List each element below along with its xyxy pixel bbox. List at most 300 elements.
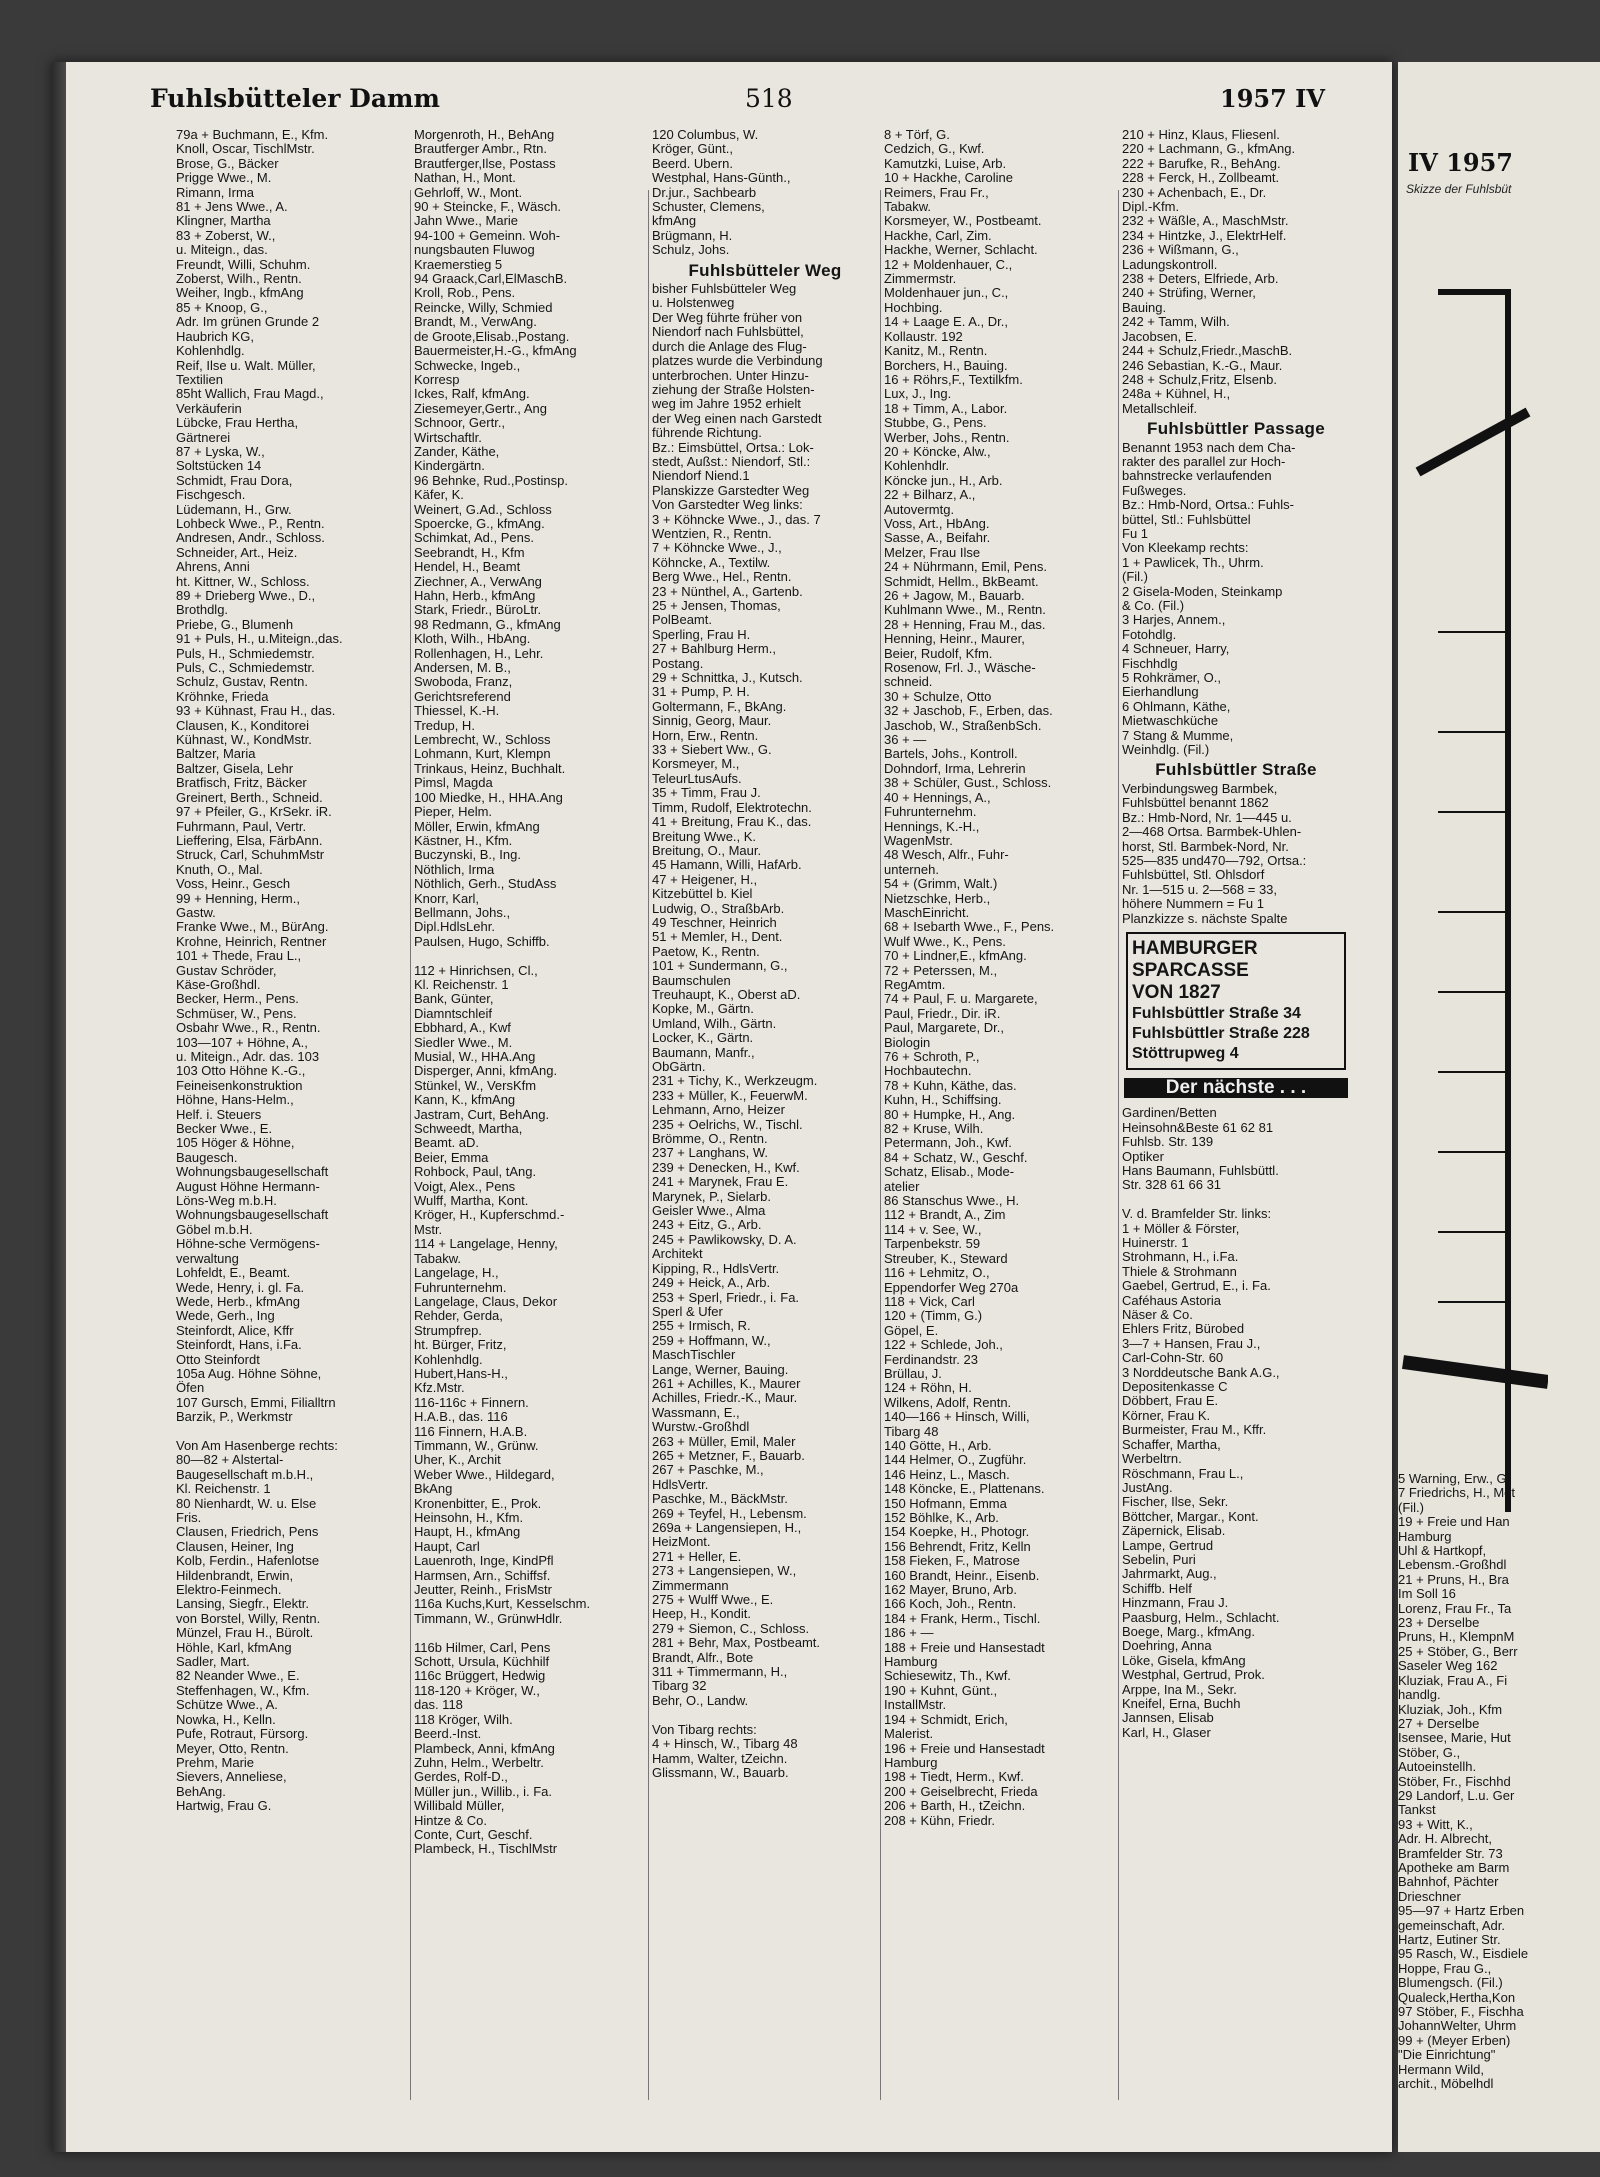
column-4-lines bbox=[884, 128, 1116, 1828]
directory-entry: Ludwig, O., StraßbArb. bbox=[652, 901, 785, 916]
section-title-strasse: Fuhlsbüttler Straße bbox=[1155, 760, 1317, 780]
directory-entry: Kfz.Mstr. bbox=[414, 1381, 465, 1396]
directory-entry: 259 + Hoffmann, W., bbox=[652, 1333, 771, 1348]
directory-entry: Bauermeister,H.-G., kfmAng bbox=[414, 344, 577, 359]
directory-entry: Göbel m.b.H. bbox=[176, 1222, 253, 1237]
directory-entry: 233 + Müller, K., FeuerwM. bbox=[652, 1088, 808, 1103]
directory-entry: Röschmann, Frau L., bbox=[1122, 1466, 1244, 1481]
directory-entry: 275 + Wulff Wwe., E. bbox=[652, 1593, 774, 1608]
directory-entry: Paasburg, Helm., Schlacht. bbox=[1122, 1610, 1280, 1625]
directory-entry: Tabakw. bbox=[884, 200, 931, 215]
directory-entry: Nowka, H., Kelln. bbox=[176, 1712, 276, 1727]
directory-entry: Pruns, H., KlempnM bbox=[1398, 1629, 1515, 1645]
directory-entry: Jahn Wwe., Marie bbox=[414, 214, 519, 229]
directory-entry: Brüllau, J. bbox=[884, 1366, 942, 1381]
directory-entry: Plambeck, H., TischlMstr bbox=[414, 1842, 558, 1857]
column-5-passage bbox=[1122, 441, 1350, 758]
directory-entry: Stöber, G., bbox=[1398, 1744, 1461, 1760]
directory-entry: Kluziak, Joh., Kfm bbox=[1398, 1701, 1503, 1717]
directory-entry: Architekt bbox=[652, 1247, 703, 1262]
directory-entry: Möller, Erwin, kfmAng bbox=[414, 819, 540, 834]
directory-entry: 112 + Brandt, A., Zim bbox=[884, 1208, 1006, 1223]
directory-entry: Planzkizze s. nächste Spalte bbox=[1122, 911, 1288, 926]
directory-entry: Wilkens, Adolf, Rentn. bbox=[884, 1395, 1012, 1410]
directory-entry: 186 + — bbox=[884, 1626, 934, 1641]
directory-entry: 248 + Schulz,Fritz, Elsenb. bbox=[1122, 372, 1277, 387]
directory-entry: Hahn, Herb., kfmAng bbox=[414, 589, 536, 603]
directory-entry: gemeinschaft, Adr. bbox=[1398, 1917, 1505, 1933]
directory-entry: Wassmann, E., bbox=[652, 1405, 740, 1420]
directory-entry: 273 + Langensiepen, W., bbox=[652, 1564, 797, 1579]
directory-entry: Blumengsch. (Fil.) bbox=[1398, 1975, 1503, 1991]
directory-entry: 99 + Henning, Herm., bbox=[176, 891, 300, 906]
directory-entry: 208 + Kühn, Friedr. bbox=[884, 1813, 995, 1828]
directory-entry: 81 + Jens Wwe., A. bbox=[176, 200, 288, 215]
directory-entry: Rollenhagen, H., Lehr. bbox=[414, 646, 544, 661]
directory-entry: TeleurLtusAufs. bbox=[652, 771, 742, 786]
directory-entry: Schweedt, Martha, bbox=[414, 1122, 523, 1137]
directory-entry: 184 + Frank, Herm., Tischl. bbox=[884, 1611, 1041, 1626]
column-rule bbox=[1118, 190, 1119, 2100]
directory-entry: Fotohdlg. bbox=[1122, 627, 1177, 642]
directory-entry: V. d. Bramfelder Str. links: bbox=[1122, 1207, 1272, 1222]
column-5-ads bbox=[1122, 1106, 1350, 1192]
directory-entry: 160 Brandt, Heinr., Eisenb. bbox=[884, 1568, 1040, 1583]
directory-entry: Fuhlsbüttel, Stl. Ohlsdorf bbox=[1122, 868, 1265, 883]
directory-entry: 230 + Achenbach, E., Dr. bbox=[1122, 185, 1267, 200]
directory-entry: 228 + Ferck, H., Zollbeamt. bbox=[1122, 171, 1280, 186]
directory-entry: Zoberst, Wilh., Rentn. bbox=[176, 272, 302, 287]
directory-entry: Paul, Friedr., Dir. iR. bbox=[884, 1006, 1001, 1021]
directory-entry: Baugesellschaft m.b.H., bbox=[176, 1467, 314, 1482]
directory-entry: Bellmann, Johs., bbox=[414, 905, 511, 920]
directory-entry: Autoeinstellh. bbox=[1398, 1759, 1477, 1775]
directory-entry: Fuhrmann, Paul, Vertr. bbox=[176, 819, 307, 834]
directory-entry: HdlsVertr. bbox=[652, 1477, 709, 1492]
directory-entry: Isensee, Marie, Hut bbox=[1398, 1730, 1511, 1746]
directory-entry: Westphal, Gertrud, Prok. bbox=[1122, 1668, 1265, 1683]
directory-entry: Marynek, P., Sielarb. bbox=[652, 1189, 771, 1204]
directory-entry: ht. Bürger, Fritz, bbox=[414, 1338, 507, 1353]
directory-entry: Hochbautechn. bbox=[884, 1064, 972, 1079]
directory-entry: führende Richtung. bbox=[652, 426, 762, 441]
directory-entry: Jastram, Curt, BehAng. bbox=[414, 1107, 550, 1122]
directory-entry: archit., Möbelhdl bbox=[1398, 2076, 1494, 2092]
directory-entry: Thiele & Strohmann bbox=[1122, 1264, 1237, 1279]
sparcasse-advertisement bbox=[1126, 932, 1346, 1070]
directory-entry: Böttcher, Margar., Kont. bbox=[1122, 1509, 1259, 1524]
directory-entry: Bratfisch, Fritz, Bäcker bbox=[176, 776, 307, 791]
directory-entry: Stünkel, W., VersKfm bbox=[414, 1078, 537, 1093]
directory-entry: Klingner, Martha bbox=[176, 214, 271, 229]
directory-entry: 190 + Kuhnt, Günt., bbox=[884, 1683, 998, 1698]
page-number: 518 bbox=[745, 84, 793, 113]
directory-entry: Clausen, K., Konditorei bbox=[176, 718, 309, 733]
directory-entry: unterneh. bbox=[884, 862, 939, 877]
directory-entry: Rohbock, Paul, tAng. bbox=[414, 1165, 537, 1180]
directory-entry: 255 + Irmisch, R. bbox=[652, 1319, 751, 1334]
directory-entry: 70 + Lindner,E., kfmAng. bbox=[884, 949, 1027, 964]
directory-entry: 269 + Teyfel, H., Lebensm. bbox=[652, 1506, 807, 1521]
column-1-lines bbox=[176, 128, 408, 1814]
directory-entry: Höhne-sche Vermögens- bbox=[176, 1237, 320, 1252]
directory-entry: 150 Hofmann, Emma bbox=[884, 1496, 1007, 1511]
directory-entry: Kohlenhdlr. bbox=[884, 459, 950, 474]
directory-entry: 246 Sebastian, K.-G., Maur. bbox=[1122, 358, 1283, 373]
directory-entry: Geisler Wwe., Alma bbox=[652, 1204, 766, 1219]
directory-entry: 48 Wesch, Alfr., Fuhr- bbox=[884, 848, 1009, 863]
directory-entry: Jeutter, Reinh., FrisMstr bbox=[414, 1583, 552, 1598]
directory-entry: Lieffering, Elsa, FärbAnn. bbox=[176, 833, 323, 848]
directory-entry: Trinkaus, Heinz, Buchhalt. bbox=[414, 761, 566, 776]
directory-entry: Rimann, Irma bbox=[176, 185, 255, 200]
directory-entry: Prehm, Marie bbox=[176, 1755, 255, 1770]
column-4 bbox=[884, 128, 1116, 2118]
directory-entry: Ziesemeyer,Gertr., Ang bbox=[414, 401, 547, 416]
directory-entry: Stark, Friedr., BüroLtr. bbox=[414, 603, 542, 618]
directory-entry: Käfer, K. bbox=[414, 488, 464, 503]
directory-entry: Brose, G., Bäcker bbox=[176, 156, 279, 171]
directory-entry: Hildenbrandt, Erwin, bbox=[176, 1568, 294, 1583]
directory-entry: 107 Gursch, Emmi, Filialltrn bbox=[176, 1395, 336, 1410]
next-page-edge bbox=[1398, 62, 1600, 2152]
directory-entry: 235 + Oelrichs, W., Tischl. bbox=[652, 1117, 803, 1132]
directory-entry: Haupt, Carl bbox=[414, 1539, 480, 1554]
directory-entry: 41 + Breitung, Frau K., das. bbox=[652, 815, 812, 830]
directory-entry: 116 Finnern, H.A.B. bbox=[414, 1424, 528, 1439]
directory-entry: 29 Landorf, L.u. Ger bbox=[1398, 1787, 1515, 1803]
directory-entry: 25 + Stöber, G., Berr bbox=[1398, 1643, 1518, 1659]
directory-entry: 158 Fieken, F., Matrose bbox=[884, 1554, 1020, 1569]
directory-entry: 96 Behnke, Rud.,Postinsp. bbox=[414, 473, 568, 488]
directory-entry: PolBeamt. bbox=[652, 613, 712, 628]
directory-entry: Streuber, K., Steward bbox=[884, 1251, 1008, 1266]
directory-entry: Soltstücken 14 bbox=[176, 459, 262, 474]
directory-entry: 101 + Thede, Frau L., bbox=[176, 949, 302, 964]
directory-entry: 120 Columbus, W. bbox=[652, 128, 759, 142]
directory-entry: atelier bbox=[884, 1179, 920, 1194]
directory-entry bbox=[414, 949, 646, 963]
directory-entry: Näser & Co. bbox=[1122, 1308, 1193, 1323]
directory-entry: Dohndorf, Irma, Lehrerin bbox=[884, 761, 1026, 776]
directory-entry: 16 + Röhrs,F., Textilkfm. bbox=[884, 372, 1023, 387]
directory-entry: 271 + Heller, E. bbox=[652, 1549, 742, 1564]
directory-entry: 118-120 + Kröger, W., bbox=[414, 1683, 540, 1698]
directory-entry: Wede, Henry, i. gl. Fa. bbox=[176, 1280, 305, 1295]
directory-entry: Meyer, Otto, Rentn. bbox=[176, 1741, 289, 1756]
directory-entry: Steinfordt, Hans, i.Fa. bbox=[176, 1338, 302, 1353]
directory-entry: 100 Miedke, H., HHA.Ang bbox=[414, 790, 563, 805]
directory-entry: 198 + Tiedt, Herm., Kwf. bbox=[884, 1770, 1024, 1785]
directory-entry: Tarpenbekstr. 59 bbox=[884, 1237, 981, 1252]
directory-entry: Hochbing. bbox=[884, 300, 943, 315]
directory-entry: Burmeister, Frau M., Kffr. bbox=[1122, 1423, 1267, 1438]
directory-entry: Lembrecht, W., Schloss bbox=[414, 733, 551, 748]
directory-entry: Becker Wwe., E. bbox=[176, 1122, 273, 1137]
next-page-list bbox=[1398, 1472, 1600, 2091]
column-5-bottom bbox=[1122, 1193, 1350, 1740]
directory-entry: 122 + Schlede, Joh., bbox=[884, 1338, 1003, 1353]
column-5 bbox=[1122, 128, 1350, 2118]
directory-entry: 97 + Pfeiler, G., KrSekr. iR. bbox=[176, 805, 332, 820]
directory-entry: Knuth, O., Mal. bbox=[176, 862, 263, 877]
directory-entry: Verkäuferin bbox=[176, 401, 242, 416]
directory-entry: Weinert, G.Ad., Schloss bbox=[414, 502, 552, 517]
directory-entry: Clausen, Friedrich, Pens bbox=[176, 1525, 319, 1540]
directory-entry: ziehung der Straße Holsten- bbox=[652, 382, 815, 397]
directory-entry: Sebelin, Puri bbox=[1122, 1552, 1196, 1567]
directory-entry: 267 + Paschke, M., bbox=[652, 1463, 764, 1478]
directory-entry: 12 + Moldenhauer, C., bbox=[884, 257, 1013, 272]
directory-entry: Caféhaus Astoria bbox=[1122, 1293, 1222, 1308]
column-2-lines bbox=[414, 128, 646, 1857]
directory-entry: Metallschleif. bbox=[1122, 401, 1198, 416]
directory-entry: Brandt, M., VerwAng. bbox=[414, 315, 537, 330]
directory-entry: Beerd. Ubern. bbox=[652, 156, 733, 171]
directory-entry: 3 Harjes, Annem., bbox=[1122, 613, 1226, 628]
directory-entry: Puls, C., Schmiedemstr. bbox=[176, 661, 315, 676]
directory-entry: Saseler Weg 162 bbox=[1398, 1658, 1498, 1674]
directory-entry: 1 + Pawlicek, Th., Uhrm. bbox=[1122, 555, 1264, 570]
directory-entry: Göpel, E. bbox=[884, 1323, 939, 1338]
directory-entry: JohannWelter, Uhrm bbox=[1398, 2018, 1517, 2034]
directory-entry: Niendorf Niend.1 bbox=[652, 469, 750, 484]
directory-entry: Doehring, Anna bbox=[1122, 1639, 1212, 1654]
directory-entry: Kl. Reichenstr. 1 bbox=[414, 977, 509, 992]
directory-entry: Wulff, Martha, Kont. bbox=[414, 1194, 529, 1209]
directory-entry: u. Holstenweg bbox=[652, 296, 735, 311]
directory-entry: 114 + Langelage, Henny, bbox=[414, 1237, 558, 1252]
directory-entry: Kolb, Ferdin., Hafenlotse bbox=[176, 1554, 320, 1569]
directory-entry: 140—166 + Hinsch, Willi, bbox=[884, 1410, 1030, 1425]
directory-entry: 116c Brüggert, Hedwig bbox=[414, 1669, 546, 1684]
directory-entry: 200 + Geiselbrecht, Frieda bbox=[884, 1784, 1038, 1799]
directory-entry: Brautferger Ambr., Rtn. bbox=[414, 142, 547, 157]
directory-entry: Ahrens, Anni bbox=[176, 560, 250, 575]
directory-entry: Sievers, Anneliese, bbox=[176, 1770, 287, 1785]
ad-address: Fuhlsbüttler Straße 228 bbox=[1132, 1024, 1310, 1042]
directory-entry: Sperling, Frau H. bbox=[652, 627, 751, 642]
directory-entry: Kühnast, W., KondMstr. bbox=[176, 733, 312, 748]
directory-entry: Knoll, Oscar, TischlMstr. bbox=[176, 142, 315, 157]
directory-entry: Timmann, W., Grünw. bbox=[414, 1438, 539, 1453]
directory-entry: Rosenow, Frl. J., Wäsche- bbox=[884, 661, 1036, 676]
column-5-strasse bbox=[1122, 782, 1350, 926]
directory-entry: Morgenroth, H., BehAng bbox=[414, 128, 555, 142]
directory-entry: 234 + Hintzke, J., ElektrHelf. bbox=[1122, 228, 1287, 243]
directory-entry: 98 Redmann, G., kfmAng bbox=[414, 617, 561, 632]
directory-entry: RegAmtm. bbox=[884, 977, 946, 992]
directory-entry: Andresen, Andr., Schloss. bbox=[176, 531, 325, 546]
directory-entry: Hintze & Co. bbox=[414, 1813, 487, 1828]
directory-entry: 120 + (Timm, G.) bbox=[884, 1309, 983, 1324]
directory-entry: 38 + Schüler, Gust., Schloss. bbox=[884, 776, 1052, 791]
directory-entry: Schott, Ursula, Küchhilf bbox=[414, 1655, 550, 1670]
directory-entry: Kamutzki, Luise, Arb. bbox=[884, 156, 1007, 171]
directory-entry: Der Weg führte früher von bbox=[652, 310, 803, 325]
directory-entry: Von Am Hasenberge rechts: bbox=[176, 1438, 338, 1453]
directory-entry: 245 + Pawlikowsky, D. A. bbox=[652, 1232, 797, 1247]
directory-entry: 166 Koch, Joh., Rentn. bbox=[884, 1597, 1017, 1612]
directory-entry: 91 + Puls, H., u.Miteign.,das. bbox=[176, 632, 343, 647]
directory-entry: Kohlenhdlg. bbox=[176, 344, 245, 359]
directory-entry: 237 + Langhans, W. bbox=[652, 1146, 769, 1161]
directory-entry: Hamburg bbox=[884, 1655, 938, 1670]
directory-entry: Reimers, Frau Fr., bbox=[884, 185, 989, 200]
column-1 bbox=[176, 128, 408, 2118]
directory-entry: Werber, Johs., Rentn. bbox=[884, 430, 1010, 445]
directory-entry: 28 + Henning, Frau M., das. bbox=[884, 617, 1046, 632]
directory-entry: Siedler Wwe., M. bbox=[414, 1035, 513, 1050]
directory-entry: Höhle, Karl, kfmAng bbox=[176, 1640, 292, 1655]
directory-entry: Str. 328 61 66 31 bbox=[1122, 1178, 1222, 1193]
directory-entry: Baugesch. bbox=[176, 1150, 238, 1165]
directory-entry: 3—7 + Hansen, Frau J., bbox=[1122, 1336, 1261, 1351]
directory-entry: Qualeck,Hertha,Kon bbox=[1398, 1989, 1516, 2005]
directory-entry bbox=[1122, 1193, 1350, 1207]
directory-entry: Paulsen, Hugo, Schiffb. bbox=[414, 934, 550, 949]
directory-entry: Horn, Erw., Rentn. bbox=[652, 728, 759, 743]
directory-entry: 21 + Pruns, H., Bra bbox=[1398, 1571, 1509, 1587]
directory-entry: 116-116c + Finnern. bbox=[414, 1395, 529, 1410]
column-3 bbox=[652, 128, 878, 2118]
directory-entry: Breitung Wwe., K. bbox=[652, 829, 757, 844]
page-street-title: Fuhlsbütteler Damm bbox=[150, 84, 440, 113]
directory-entry: Wirtschaftlr. bbox=[414, 430, 482, 445]
directory-entry: Karl, H., Glaser bbox=[1122, 1725, 1211, 1740]
directory-entry: u. Miteign., das. bbox=[176, 243, 268, 258]
directory-entry: Osbahr Wwe., R., Rentn. bbox=[176, 1021, 321, 1036]
directory-entry: Kloth, Wilh., HbAng. bbox=[414, 632, 531, 647]
directory-entry: verwaltung bbox=[176, 1251, 239, 1266]
directory-entry: Brügmann, H. bbox=[652, 228, 733, 243]
directory-entry: Bramfelder Str. 73 bbox=[1398, 1845, 1503, 1861]
directory-entry: Moldenhauer jun., C., bbox=[884, 286, 1009, 301]
directory-entry: Timmann, W., GrünwHdlr. bbox=[414, 1611, 563, 1626]
directory-entry: 20 + Köncke, Alw., bbox=[884, 444, 991, 459]
directory-entry: 85ht Wallich, Frau Magd., bbox=[176, 387, 324, 402]
directory-entry: Tankst bbox=[1398, 1802, 1436, 1818]
directory-entry: 86 Stanschus Wwe., H. bbox=[884, 1194, 1020, 1209]
directory-entry: Umland, Wilh., Gärtn. bbox=[652, 1016, 777, 1031]
directory-entry: 196 + Freie und Hansestadt bbox=[884, 1741, 1045, 1756]
directory-entry: Huinerstr. 1 bbox=[1122, 1236, 1189, 1250]
directory-entry: 27 + Bahlburg Herm., bbox=[652, 642, 776, 657]
directory-entry: 99 + (Meyer Erben) bbox=[1398, 2032, 1511, 2048]
directory-entry: Schimkat, Ad., Pens. bbox=[414, 531, 534, 546]
directory-entry: Weber Wwe., Hildegard, bbox=[414, 1467, 555, 1482]
directory-entry: Zimmermstr. bbox=[884, 272, 957, 287]
directory-entry: 72 + Peterssen, M., bbox=[884, 963, 998, 978]
directory-entry: Gerdes, Rolf-D., bbox=[414, 1770, 508, 1785]
directory-entry: Uhl & Hartkopf, bbox=[1398, 1543, 1487, 1559]
directory-entry: Lohbeck Wwe., P., Rentn. bbox=[176, 516, 325, 531]
directory-entry: 103 Otto Höhne K.-G., bbox=[176, 1064, 306, 1079]
directory-entry: 2—468 Ortsa. Barmbek-Uhlen- bbox=[1122, 825, 1302, 840]
directory-entry: Verbindungsweg Barmbek, bbox=[1122, 781, 1278, 796]
directory-entry: Freundt, Willi, Schuhm. bbox=[176, 257, 311, 272]
column-3-top bbox=[652, 128, 878, 258]
directory-entry: Adr. Im grünen Grunde 2 bbox=[176, 315, 320, 330]
directory-entry: Otto Steinfordt bbox=[176, 1352, 260, 1367]
directory-entry: Westphal, Hans-Günth., bbox=[652, 171, 791, 186]
directory-entry: Fuhrunternehm. bbox=[414, 1280, 507, 1295]
directory-entry: Ladungskontroll. bbox=[1122, 257, 1218, 272]
directory-entry: InstallMstr. bbox=[884, 1698, 947, 1713]
directory-entry: 27 + Derselbe bbox=[1398, 1715, 1480, 1731]
directory-entry: 5 Rohkrämer, O., bbox=[1122, 671, 1221, 686]
directory-entry: Petermann, Joh., Kwf. bbox=[884, 1136, 1012, 1151]
directory-entry: 154 Koepke, H., Photogr. bbox=[884, 1525, 1030, 1540]
directory-entry: Malerist. bbox=[884, 1727, 934, 1742]
directory-entry: Knorr, Karl, bbox=[414, 891, 480, 906]
directory-entry: 85 + Knoop, G., bbox=[176, 300, 268, 315]
directory-entry: Schulz, Gustav, Rentn. bbox=[176, 675, 308, 690]
directory-entry: (Fil.) bbox=[1122, 570, 1148, 585]
directory-entry: schneid. bbox=[884, 675, 933, 690]
directory-entry: 3 + Köhncke Wwe., J., das. 7 bbox=[652, 512, 821, 527]
directory-entry: 7 Friedrichs, H., Mot bbox=[1398, 1485, 1516, 1501]
directory-entry: Zäpernick, Elisab. bbox=[1122, 1524, 1226, 1539]
directory-entry: 95 Rasch, W., Eisdiele bbox=[1398, 1946, 1529, 1962]
directory-entry: 94-100 + Gemeinn. Woh- bbox=[414, 228, 561, 243]
directory-entry: Paul, Margarete, Dr., bbox=[884, 1021, 1004, 1036]
directory-entry: Voss, Heinr., Gesch bbox=[176, 877, 291, 892]
directory-entry: Goltermann, F., BkAng. bbox=[652, 699, 787, 714]
directory-entry: Lebensm.-Großhdl bbox=[1398, 1557, 1507, 1573]
directory-entry: Kneifel, Erna, Buchh bbox=[1122, 1697, 1241, 1711]
page-edge bbox=[52, 62, 66, 2152]
directory-entry: Schuster, Clemens, bbox=[652, 200, 765, 215]
directory-entry: Lauenroth, Inge, KindPfl bbox=[414, 1554, 554, 1569]
directory-entry: Voss, Art., HbAng. bbox=[884, 516, 990, 531]
directory-entry: Nr. 1—515 u. 2—568 = 33, bbox=[1122, 882, 1278, 897]
directory-entry: Greinert, Berth., Schneid. bbox=[176, 790, 323, 805]
directory-entry: Wohnungsbaugesellschaft bbox=[176, 1165, 329, 1180]
directory-entry: 23 + Nünthel, A., Gartenb. bbox=[652, 584, 803, 599]
directory-entry: Biologin bbox=[884, 1035, 931, 1050]
directory-entry: Krohne, Heinrich, Rentner bbox=[176, 934, 327, 949]
directory-entry: stedt, Außst.: Niendorf, Stl.: bbox=[652, 454, 811, 469]
directory-entry: 152 Böhlke, K., Arb. bbox=[884, 1511, 999, 1525]
directory-entry: Autovermtg. bbox=[884, 502, 955, 517]
directory-entry: Pufe, Rotraut, Fürsorg. bbox=[176, 1727, 309, 1742]
directory-entry: Cedzich, G., Kwf. bbox=[884, 142, 985, 157]
directory-entry: Stöber, Fr., Fischhd bbox=[1398, 1773, 1511, 1789]
directory-entry: Prigge Wwe., M. bbox=[176, 171, 272, 186]
directory-entry: Kuhn, H., Schiffsing. bbox=[884, 1093, 1002, 1108]
directory-entry: Wohnungsbaugesellschaft bbox=[176, 1208, 329, 1223]
directory-entry: 7 Stang & Mumme, bbox=[1122, 728, 1234, 743]
directory-entry: Wulf Wwe., K., Pens. bbox=[884, 934, 1006, 949]
directory-entry: handlg. bbox=[1398, 1687, 1441, 1703]
directory-entry: Wede, Herb., kfmAng bbox=[176, 1294, 301, 1309]
directory-entry: Löns-Weg m.b.H. bbox=[176, 1194, 277, 1209]
directory-entry: Struck, Carl, SchuhmMstr bbox=[176, 848, 325, 863]
directory-entry: 82 + Kruse, Wilh. bbox=[884, 1122, 984, 1137]
directory-entry: Lübcke, Frau Hertha, bbox=[176, 416, 299, 431]
directory-entry: 253 + Sperl, Friedr., i. Fa. bbox=[652, 1290, 800, 1305]
directory-entry: 26 + Jagow, M., Bauarb. bbox=[884, 589, 1025, 603]
ad-address: Fuhlsbüttler Straße 34 bbox=[1132, 1004, 1301, 1022]
directory-entry: Münzel, Frau H., Bürolt. bbox=[176, 1626, 314, 1641]
directory-entry: 105 Höger & Höhne, bbox=[176, 1136, 295, 1151]
directory-entry: 89 + Drieberg Wwe., D., bbox=[176, 589, 316, 603]
directory-entry: Kopke, M., Gärtn. bbox=[652, 1002, 754, 1017]
directory-entry: 243 + Eitz, G., Arb. bbox=[652, 1218, 762, 1233]
directory-entry: 269a + Langensiepen, H., bbox=[652, 1521, 802, 1535]
directory-entry: durch die Anlage des Flug- bbox=[652, 339, 807, 354]
